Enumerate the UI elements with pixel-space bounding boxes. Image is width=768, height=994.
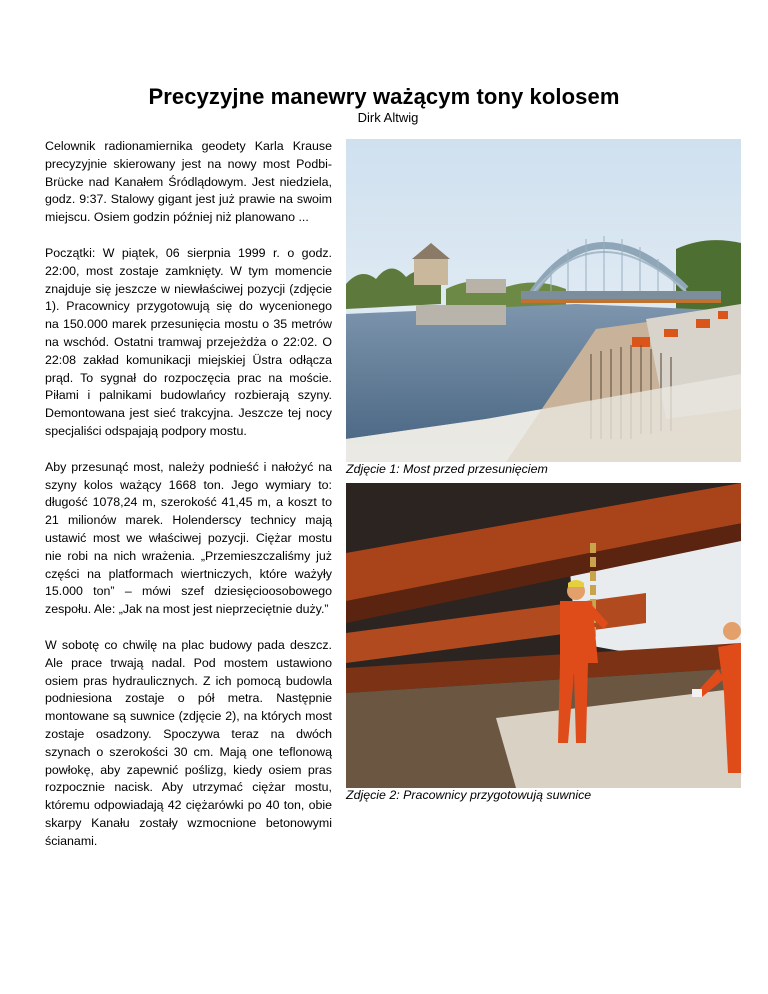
paragraph-4: W sobotę co chwilę na plac budowy pada deszcz. Ale prace trwają nadal. Pod mostem ustawiono osiem pras hydraulicznych. Z ich pomocą budowla podniesiona zostaje o pół metra. Następnie montowane są suwnice (zdjęcie 2), na których most zostaje osadzony. Spoczywa teraz na dwóch szynach o szerokości 30 cm. Mają one teflonową powłokę, aby zapewnić poślizg, kiedy osiem pras rozpocznie nacisk. Aby utrzymać ciężar mostu, któremu odpowiadają 42 ciężarówki po 40 ton, obie skarpy Kanału zostały wzmocnione betonowymi ścianami. xyxy=(45,637,332,848)
paragraph-1: Celownik radionamiernika geodety Karla Krause precyzyjnie skierowany jest na nowy most Podbi-Brücke nad Kanałem Śródlądowym. Jest niedziela, godz. 9:37. Stalowy gigant jest już prawie na swoim miejscu. Osiem godzin później niż planowano ... xyxy=(45,139,332,225)
workers-photo xyxy=(346,483,741,788)
paragraph-3: Aby przesunąć most, należy podnieść i nałożyć na szyny kolos ważący 1668 ton. Jego wymiary to: długość 1078,24 m, szerokość 41,45 m, a koszt to 21 milionów marek. Holenderscy technicy mają ustawić most we właściwej pozycji. Ciężar mostu nie robi na nich wrażenia. „Przemieszczaliśmy już części na platformach wiertniczych, które ważyły 15.000 ton” – mówi szef dziesięcioosobowego zespołu. Ale: „Jak na most jest nieprzeciętnie duży.” xyxy=(45,459,332,617)
paragraph-2: Początki: W piątek, 06 sierpnia 1999 r. o godz. 22:00, most zostaje zamknięty. W tym momencie znajduje się jeszcze w niewłaściwej pozycji (zdjęcie 1). Pracownicy przygotowują się do wycenionego na 150.000 marek przesunięcia mostu o 35 metrów na wschód. Ostatni tramwaj przejeżdża o 22:02. O 22:08 zakład komunikacji miejskiej Üstra odłącza prąd. To sygnał do rozpoczęcia prac na moście. Piłami i palnikami budowlańcy rozbierają szyny. Demontowana jest sieć trakcyjna. Jeszcze tej nocy specjaliści odspajają podpory mostu. xyxy=(45,245,332,438)
article-text xyxy=(45,138,332,868)
figure-2-caption: Zdjęcie 2: Pracownicy przygotowują suwnice xyxy=(346,788,592,802)
page-title: Precyzyjne manewry ważącym tony kolosem xyxy=(148,84,620,109)
figure-1 xyxy=(346,139,741,476)
bridge-photo xyxy=(346,139,741,462)
author-line: Dirk Altwig xyxy=(357,110,419,125)
figure-2 xyxy=(346,483,741,802)
figure-1-caption: Zdjęcie 1: Most przed przesunięciem xyxy=(346,462,548,476)
